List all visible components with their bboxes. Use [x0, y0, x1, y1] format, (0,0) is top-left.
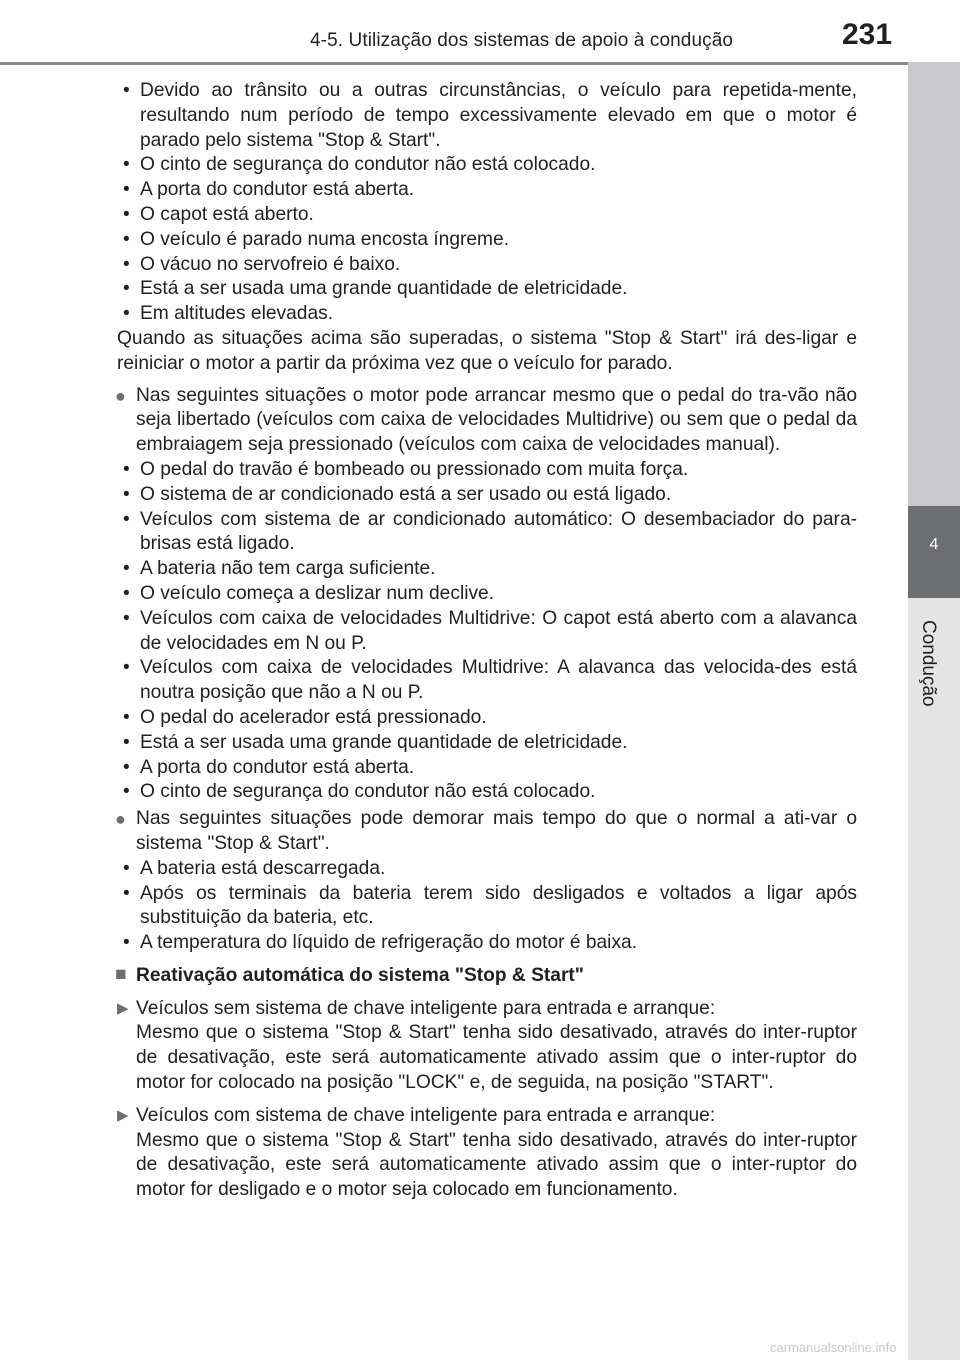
list-item: • O sistema de ar condicionado está a ser usado ou está ligado. — [123, 483, 672, 505]
conditions-list-3 — [117, 857, 857, 956]
page-content — [117, 79, 857, 1203]
list-item: • Em altitudes elevadas. — [123, 303, 334, 325]
subsection-heading-no-smart-key: ▶ Veículos sem sistema de chave inteligente para entrada e arranque: — [117, 997, 857, 1022]
list-item: • O vácuo no servofreio é baixo. — [123, 253, 401, 275]
conditions-list-1 — [117, 79, 857, 327]
subsection-heading-smart-key: ▶ Veículos com sistema de chave inteligente para entrada e arranque: — [117, 1104, 857, 1129]
list-item: • A bateria está descarregada. — [123, 857, 386, 879]
list-item: • O cinto de segurança do condutor não está colocado. — [123, 154, 596, 176]
page-number: 231 — [842, 18, 893, 51]
list-item: • Veículos com caixa de velocidades Multidrive: A alavanca das velocida-des está noutra posição que não a N ou P. — [123, 657, 857, 704]
list-item: • Veículos com sistema de ar condicionado automático: O desembaciador do para-brisas está ligado. — [123, 508, 857, 555]
list-item: • O pedal do travão é bombeado ou pressionado com muita força. — [123, 458, 689, 480]
list-item: • O veículo é parado numa encosta íngreme. — [123, 228, 510, 250]
header-divider — [0, 62, 960, 65]
chapter-number: 4 — [929, 536, 939, 553]
note-engine-start: ● Nas seguintes situações o motor pode arrancar mesmo que o pedal do tra-vão não seja libertado (veículos com caixa de velocidades Multidrive) ou sem que o pedal da embraiagem seja pressionado (veículos com caixa de velocidades manual). — [115, 384, 857, 456]
triangle-bullet-icon: ▶ — [117, 999, 129, 1017]
side-tab-lower — [908, 598, 960, 1360]
note-activation-delay: ● Nas seguintes situações pode demorar mais tempo do que o normal a ati-var o sistema "Stop & Start". — [115, 808, 857, 854]
square-bullet-icon: ■ — [115, 963, 127, 985]
section-heading: ■ Reativação automática do sistema "Stop & Start" — [115, 963, 584, 986]
watermark: carmanualsonline.info — [770, 1340, 897, 1355]
chapter-title: Condução — [918, 620, 939, 707]
circle-bullet-icon: ● — [115, 385, 126, 406]
list-item: • Está a ser usada uma grande quantidade de eletricidade. — [123, 731, 628, 753]
list-item: • O pedal do acelerador está pressionado. — [123, 706, 487, 728]
triangle-bullet-icon: ▶ — [117, 1106, 129, 1124]
list-item: • Devido ao trânsito ou a outras circunstâncias, o veículo para repetida-mente, resultando num período de tempo excessivamente elevado em que o motor é parado pelo sistema "Stop & Start". — [123, 80, 857, 151]
list-item: • O capot está aberto. — [123, 203, 314, 225]
conditions-list-2 — [117, 458, 857, 805]
subsection-body-smart-key: Mesmo que o sistema "Stop & Start" tenha sido desativado, através do inter-ruptor de desativação, este será automaticamente ativado assim que o inter-ruptor do motor for desligado e o motor seja colocado em funcionamento. — [136, 1129, 857, 1201]
list-item: • A temperatura do líquido de refrigeração do motor é baixa. — [123, 932, 638, 954]
page-header — [0, 0, 960, 62]
subsection-body-no-smart-key: Mesmo que o sistema "Stop & Start" tenha sido desativado, através do inter-ruptor de desativação, este será automaticamente ativado assim que o inter-ruptor do motor for colocado na posição "LOCK" e, de seguida, na posição "START". — [136, 1022, 857, 1094]
list-item: • Veículos com caixa de velocidades Multidrive: O capot está aberto com a alavanca de velocidades em N ou P. — [123, 607, 857, 654]
paragraph-restart: Quando as situações acima são superadas, o sistema "Stop & Start" irá des-ligar e reiniciar o motor a partir da próxima vez que o veículo for parado. — [117, 327, 857, 374]
section-title: 4-5. Utilização dos sistemas de apoio à condução — [310, 30, 734, 51]
list-item: • A bateria não tem carga suficiente. — [123, 558, 436, 580]
list-item: • A porta do condutor está aberta. — [123, 179, 415, 201]
side-tab-upper — [908, 62, 960, 506]
circle-bullet-icon: ● — [115, 809, 126, 830]
list-item: • Após os terminais da bateria terem sido desligados e voltados a ligar após substituição da bateria, etc. — [123, 882, 857, 929]
list-item: • Está a ser usada uma grande quantidade de eletricidade. — [123, 278, 628, 300]
list-item: • O veículo começa a deslizar num declive. — [123, 582, 495, 604]
list-item: • O cinto de segurança do condutor não está colocado. — [123, 781, 596, 803]
list-item: • A porta do condutor está aberta. — [123, 756, 415, 778]
